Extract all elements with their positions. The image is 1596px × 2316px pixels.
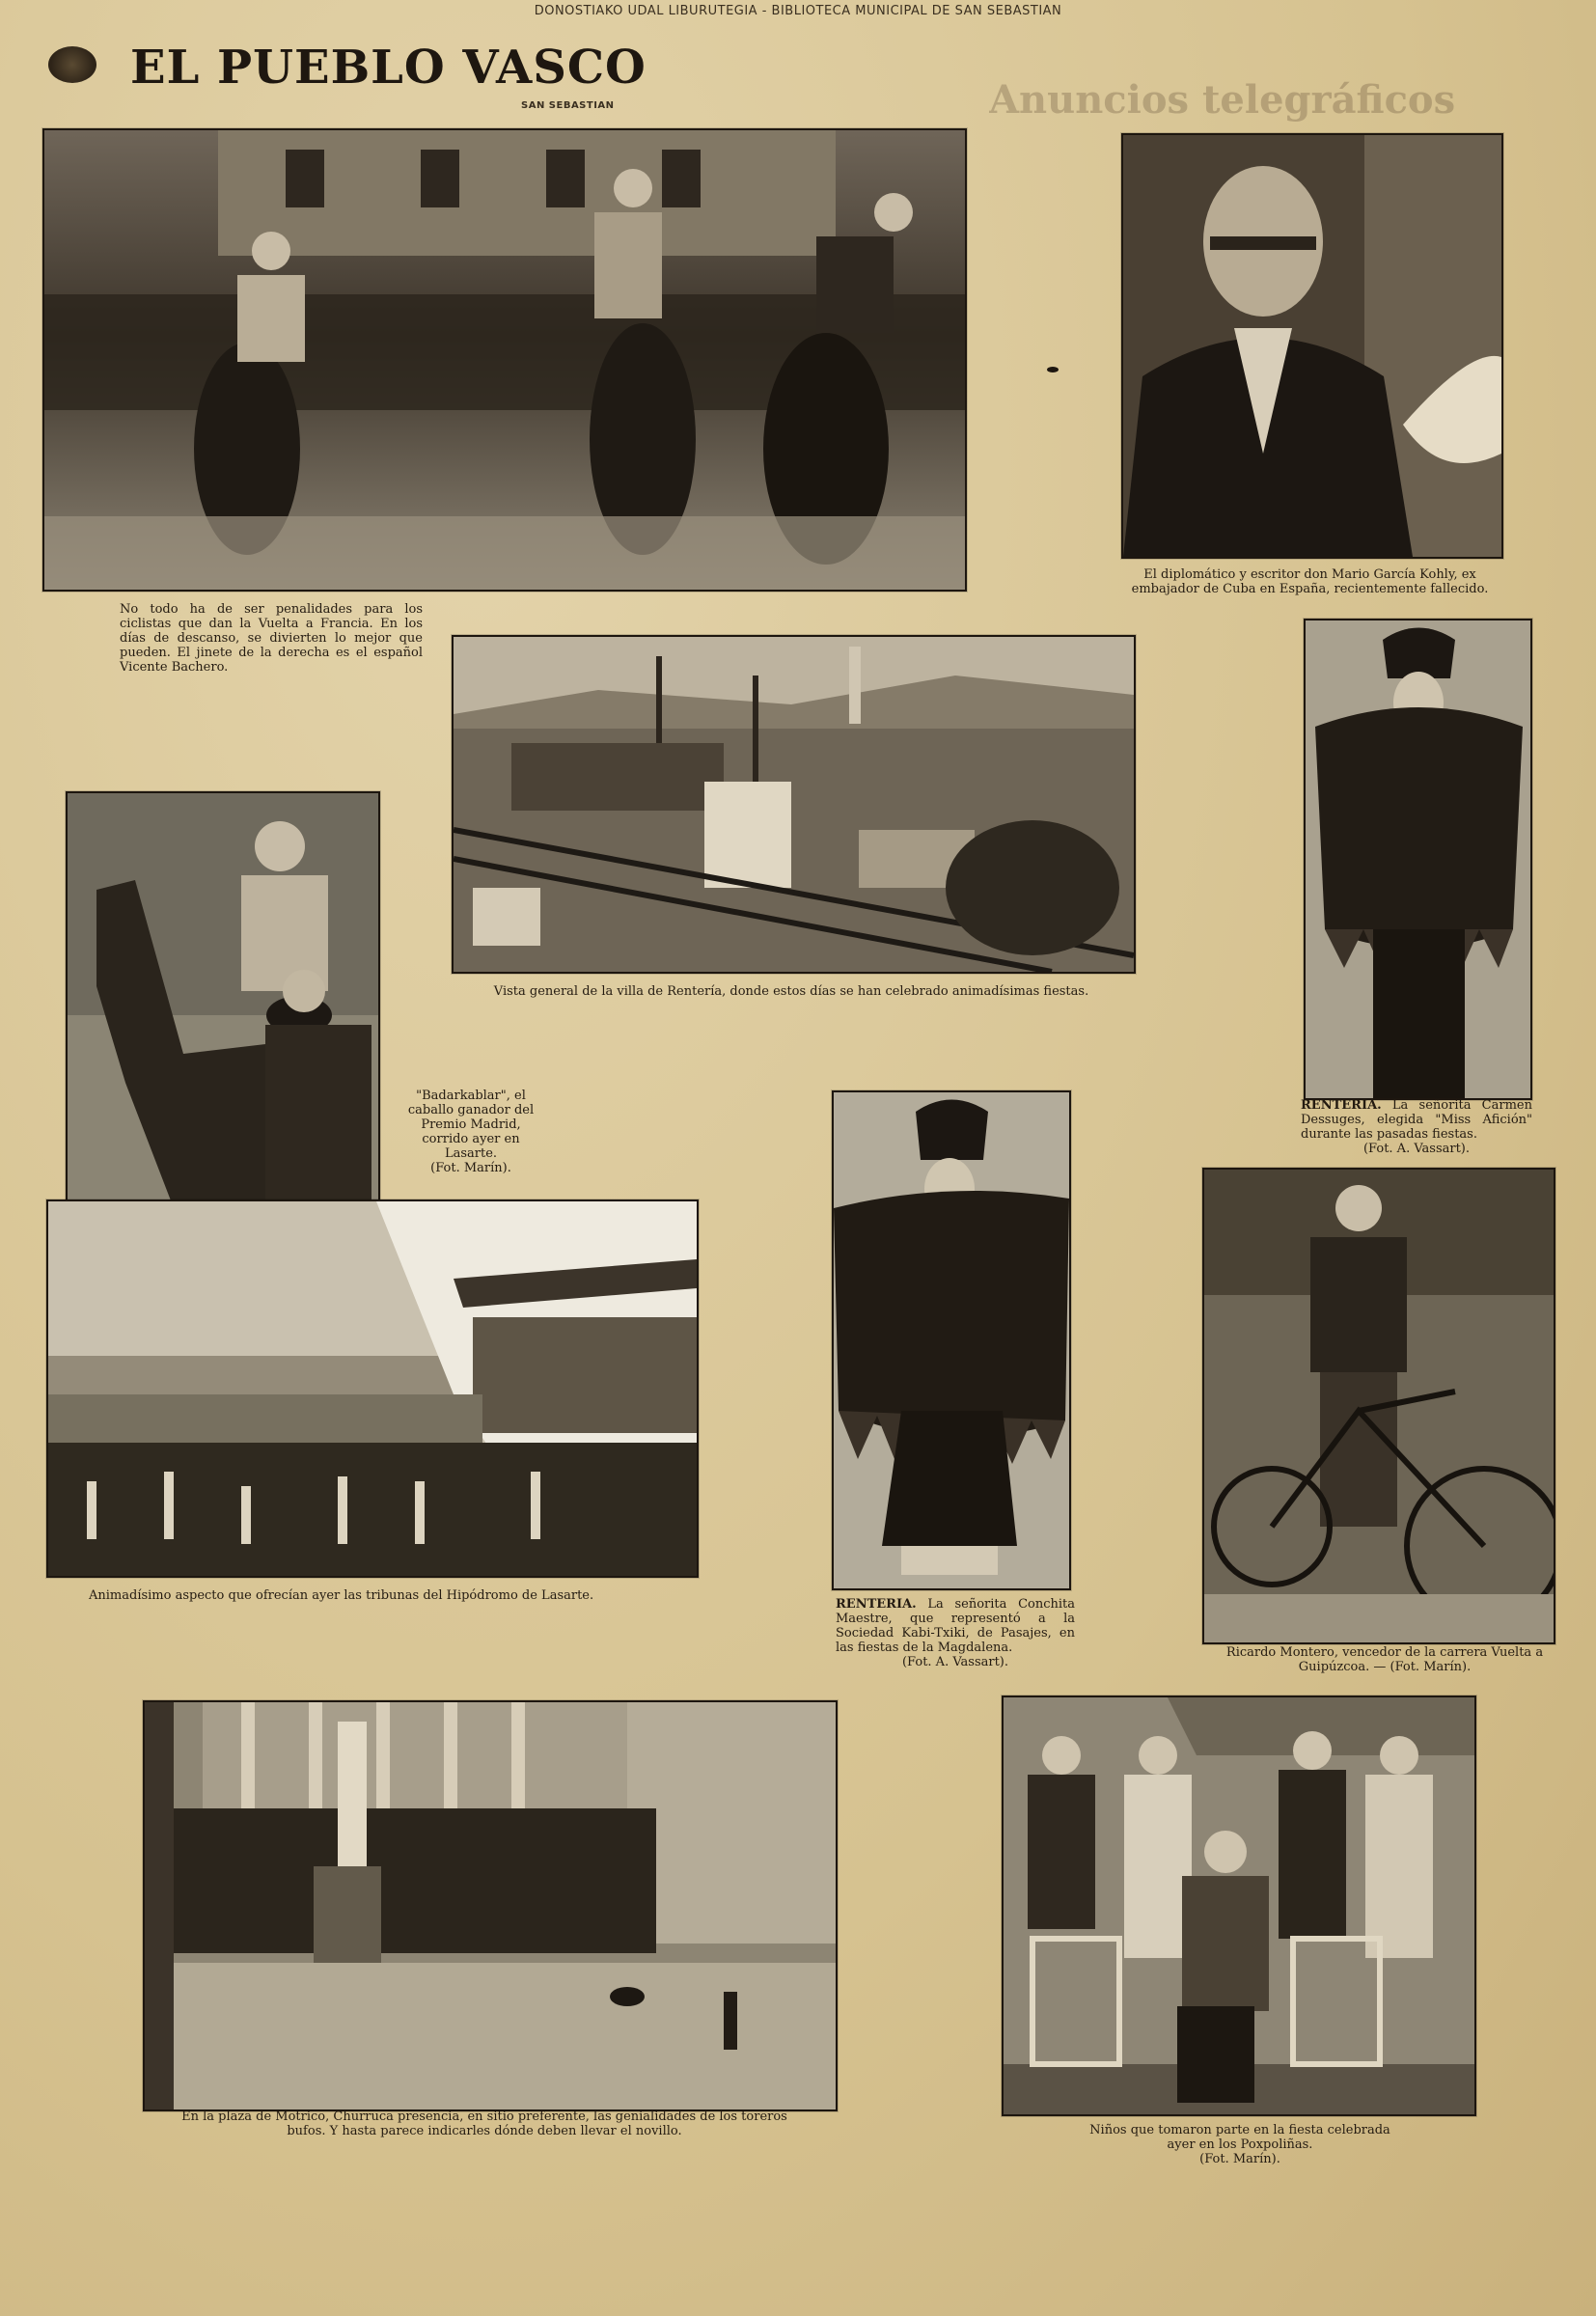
photo-montero	[1202, 1168, 1555, 1644]
archive-header: DONOSTIAKO UDAL LIBURUTEGIA - BIBLIOTECA MUNICIPAL DE SAN SEBASTIAN	[534, 4, 1062, 18]
town-view-image-icon	[454, 637, 1134, 972]
photo-ninos	[1002, 1696, 1476, 2116]
photo-diplomat	[1121, 133, 1503, 559]
caption-miss-aficion-label: RENTERIA.	[1301, 1098, 1382, 1113]
caption-conchita	[836, 1597, 1075, 1669]
woman-in-mantilla-image-icon	[834, 1092, 1069, 1588]
caption-cyclists: No todo ha de ser penalidades para los ciclistas que dan la Vuelta a Francia. En los días de descanso, se divierten lo mejor que pueden. El jinete de la derecha es el español Vicente Bachero.	[120, 602, 423, 675]
cyclist-with-bicycle-image-icon	[1204, 1170, 1554, 1642]
photo-motrico	[143, 1700, 838, 2111]
caption-conchita-label: RENTERIA.	[836, 1597, 917, 1612]
caption-conchita-credit: (Fot. A. Vassart).	[901, 1655, 1009, 1669]
photo-renteria-view	[452, 635, 1136, 974]
caption-hipodromo: Animadísimo aspecto que ofrecían ayer las tribunas del Hipódromo de Lasarte.	[89, 1588, 594, 1603]
newspaper-seal-icon	[48, 46, 96, 83]
ink-mark	[1047, 367, 1059, 372]
bullring-plaza-image-icon	[145, 1702, 836, 2109]
caption-miss-aficion-text: La señorita Carmen Dessuges, elegida "Miss Afición" durante las pasadas fiestas.	[1301, 1098, 1532, 1142]
masthead-subtitle: SAN SEBASTIAN	[521, 100, 615, 111]
photo-miss-aficion	[1304, 619, 1532, 1100]
photo-conchita	[832, 1090, 1071, 1590]
caption-ninos-credit: (Fot. Marín).	[1199, 2152, 1280, 2166]
caption-miss-aficion-credit: (Fot. A. Vassart).	[1362, 1142, 1471, 1156]
caption-montero: Ricardo Montero, vencedor de la carrera Vuelta a Guipúzcoa. — (Fot. Marín).	[1225, 1645, 1544, 1674]
children-in-costumes-image-icon	[1004, 1697, 1474, 2114]
diplomat-portrait-icon	[1123, 135, 1501, 557]
racecourse-crowd-image-icon	[48, 1201, 697, 1576]
caption-horse	[403, 1089, 538, 1175]
caption-ninos-text: Niños que tomaron parte en la fiesta celebrada ayer en los Poxpoliñas.	[1089, 2123, 1390, 2152]
caption-horse-credit: (Fot. Marín).	[430, 1161, 511, 1175]
caption-miss-aficion	[1301, 1098, 1532, 1156]
photo-hipodromo	[46, 1199, 699, 1578]
caption-conchita-text: La señorita Conchita Maestre, que representó a la Sociedad Kabi-Txiki, de Pasajes, en las fiestas de la Magdalena.	[836, 1597, 1075, 1655]
caption-horse-text: "Badarkablar", el caballo ganador del Premio Madrid, corrido ayer en Lasarte.	[407, 1089, 535, 1161]
cyclists-image-icon	[44, 130, 965, 590]
caption-ninos	[1081, 2123, 1399, 2166]
show-through-text: Anuncios telegráficos	[989, 77, 1456, 123]
caption-renteria-view: Vista general de la villa de Rentería, donde estos días se han celebrado animadísimas fiestas.	[493, 984, 1089, 999]
woman-in-shawl-image-icon	[1306, 620, 1530, 1098]
caption-diplomat: El diplomático y escritor don Mario García Kohly, ex embajador de Cuba en España, recientemente fallecido.	[1131, 567, 1489, 596]
photo-cyclists	[42, 128, 967, 592]
caption-motrico: En la plaza de Motrico, Churruca presencia, en sitio preferente, las genialidades de los toreros bufos. Y hasta parece indicarles dónde deben llevar el novillo.	[181, 2109, 787, 2138]
masthead-title: EL PUEBLO VASCO	[130, 41, 647, 95]
